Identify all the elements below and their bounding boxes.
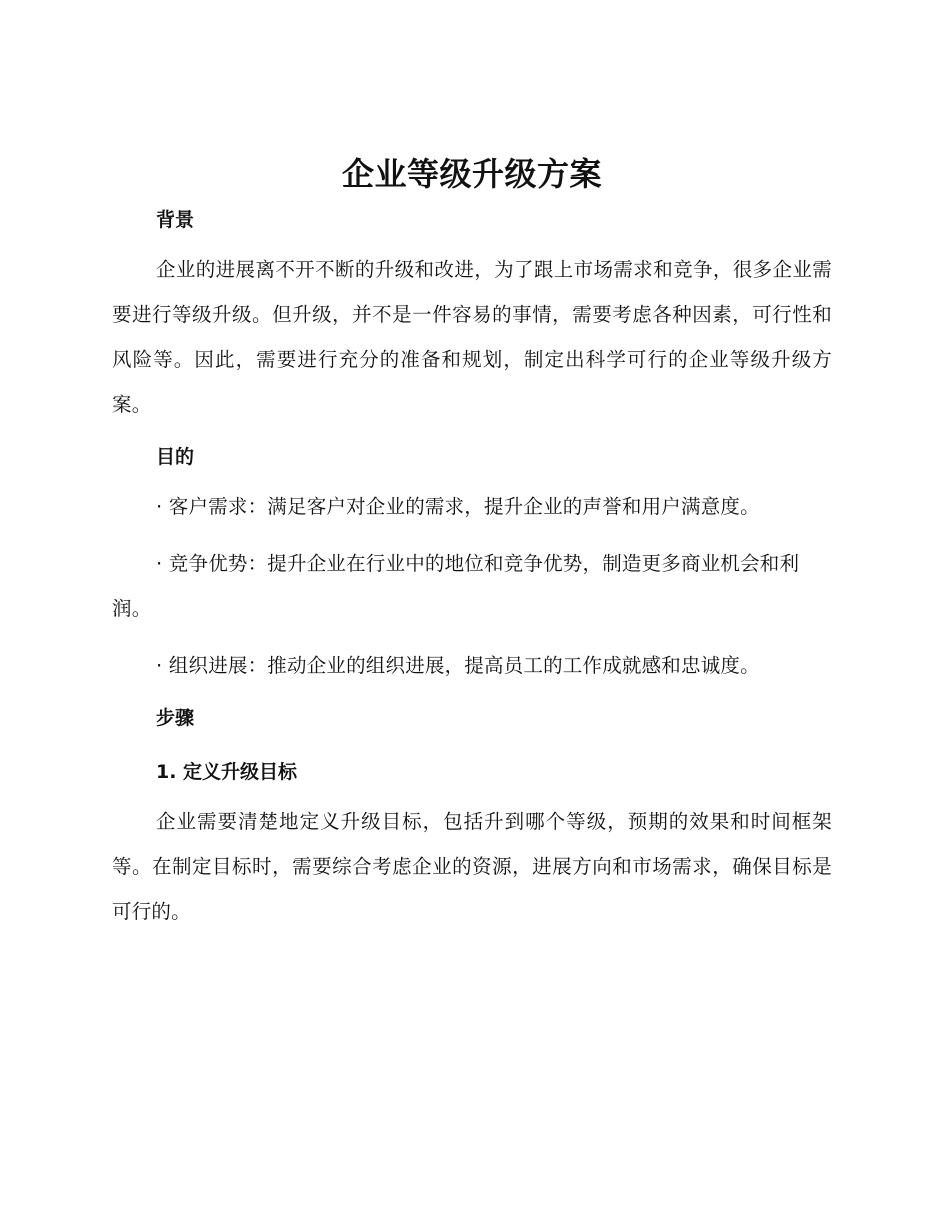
step-1-paragraph: 企业需要清楚地定义升级目标，包括升到哪个等级，预期的效果和时间框架等。在制定目标时，需要综合考虑企业的资源，进展方向和市场需求，确保目标是可行的。 xyxy=(112,810,832,923)
document-title: 企业等级升级方案 xyxy=(341,155,602,193)
step-1-heading: 1. 定义升级目标 xyxy=(156,761,298,783)
purpose-item-customer: · 客户需求：满足客户对企业的需求，提升企业的声誉和用户满意度。 xyxy=(156,495,760,518)
purpose-item-organization: · 组织进展：推动企业的组织进展，提高员工的工作成就感和忠诚度。 xyxy=(156,654,760,677)
purpose-item-competition: · 竞争优势：提升企业在行业中的地位和竞争优势，制造更多商业机会和利润。 xyxy=(112,552,800,620)
background-paragraph: 企业的进展离不开不断的升级和改进，为了跟上市场需求和竞争，很多企业需要进行等级升级。但升级，并不是一件容易的事情，需要考虑各种因素，可行性和风险等。因此，需要进行充分的准备和规划，制定出科学可行的企业等级升级方案。 xyxy=(112,258,832,416)
section-heading-background: 背景 xyxy=(156,209,195,231)
section-heading-steps: 步骤 xyxy=(156,707,195,729)
document-body xyxy=(112,150,832,934)
section-heading-purpose: 目的 xyxy=(156,446,195,468)
